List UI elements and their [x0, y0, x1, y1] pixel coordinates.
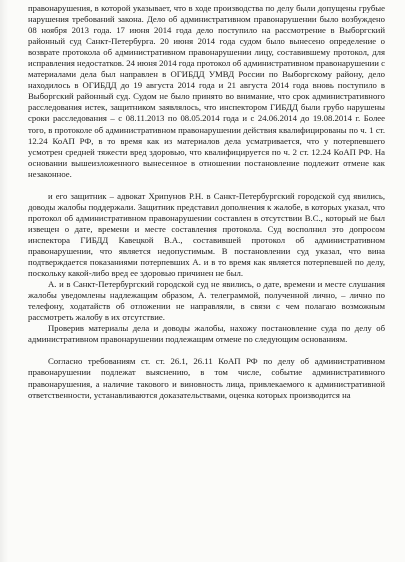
paragraph-victims-absence: А. и в Санкт-Петербургский городской суд не явились, о дате, времени и месте слушания жалобы уведомлены надлежащим образом, А. телеграммой, полученной лично, – лично по телефону, ходатайств об отложении не направляли, в связи с чем полагаю возможным рассмотреть жалобу в их отсутствие.: [28, 279, 385, 323]
page-edge-shadow: [0, 0, 8, 562]
paragraph-review-conclusion: Проверив материалы дела и доводы жалобы, нахожу постановление суда по делу об административном правонарушении подлежащим отмене по следующим основаниям.: [28, 323, 385, 345]
paragraph-legal-basis: Согласно требованиям ст. ст. 26.1, 26.11 КоАП РФ по делу об административном правонарушении подлежат выяснению, в том числе, событие административного правонарушения, а наличие такового и виновность лица, привлекаемого к административной ответственности, устанавливаются доказательствами, оценка которых производится на: [28, 356, 385, 400]
paragraph-hearing-attendance: и его защитник – адвокат Хрипунов Р.Н. в Санкт-Петербургский городской суд явились, доводы жалобы поддержали. Защитник представил дополнения к жалобе, в которых указал, что протокол об административном правонарушении составлен в отсутствии В.С., который не был извещен о дате, времени и месте составления протокола. Суд восполнил это допросом инспектора ГИБДД Кавецкой В.А., составившей протокол об административном правонарушении, что является недопустимым. В постановлении суд указал, что вина подтверждается показаниями потерпевших А. и в то время как является потерпевшей по делу, поскольку какой-либо вред ее здоровью причинен не был.: [28, 190, 385, 279]
paragraph-complaint-arguments: правонарушения, в которой указывает, что в ходе производства по делу были допущены грубые нарушения требований закона. Дело об административном правонарушении было возбуждено 08 ноября 2013 года. 17 июня 2014 года дело поступило на рассмотрение в Выборгский районный суд Санкт-Петербурга. 20 июня 2014 года судом было вынесено определение о возврате протокола об административном правонарушении лицу, составившему протокол, для исправления недостатков. 24 июня 2014 года протокол об административном правонарушении с материалами дела был направлен в ОГИБДД УМВД России по Выборгскому району, дело находилось в ОГИБДД до 19 августа 2014 года и 21 августа 2014 года вновь поступило в Выборгский районный суд. Судом не было принято во внимание, что срок административного расследования истек, защитником заявлялось, что инспектором ГИБДД были грубо нарушены сроки расследования – с 08.11.2013 по 08.05.2014 года и с 24.06.2014 до 19.08.2014 г. Более того, в протоколе об административном правонарушении действия квалифицированы по ч. 1 ст. 12.24 КоАП РФ, в то время как из материалов дела усматривается, что у потерпевшего усмотрен средней тяжести вред здоровью, что квалифицируется по ч. 2 ст. 12.24 КоАП РФ. На основании вышеизложенного вынесенное в отношении постановление подлежит отмене как незаконное.: [28, 3, 385, 179]
